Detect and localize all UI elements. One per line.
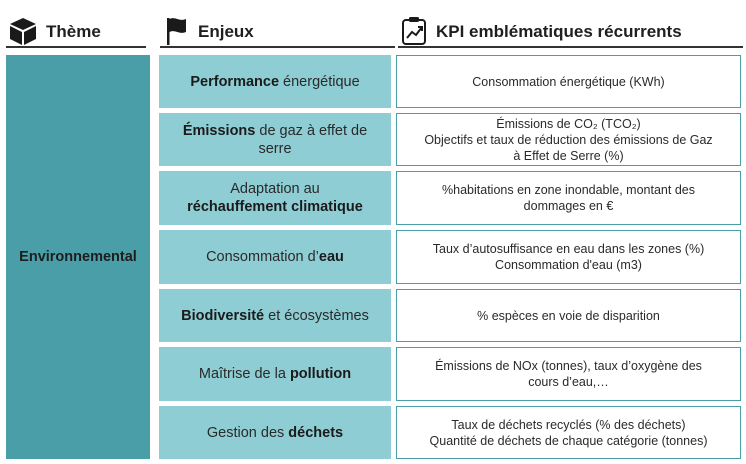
kpi-text: Taux de déchets recyclés (% des déchets) Quantité de déchets de chaque catégorie (tonnes) <box>429 417 708 448</box>
kpi-cell <box>396 171 741 225</box>
header-theme-label: Thème <box>46 22 101 41</box>
chart-clipboard-icon <box>400 16 430 46</box>
enjeu-text: Consommation d’eau <box>206 249 344 265</box>
enjeu-text: Performance énergétique <box>190 73 360 90</box>
enjeu-cell <box>159 171 391 225</box>
kpi-text: Consommation énergétique (KWh) <box>472 74 665 89</box>
header-kpi <box>398 14 743 54</box>
theme-cell <box>6 55 150 459</box>
kpi-cell <box>396 406 741 459</box>
enjeu-text: Maîtrise de la pollution <box>198 366 352 382</box>
header-rule <box>160 46 395 48</box>
enjeu-cell <box>159 113 391 166</box>
kpi-text: %habitations en zone inondable, montant des dommages en € <box>442 183 695 213</box>
flag-icon <box>164 16 194 46</box>
header-kpi-label: KPI emblématiques récurrents <box>436 22 682 41</box>
cube-icon <box>8 16 38 46</box>
enjeu-cell <box>159 289 391 342</box>
kpi-text: Émissions de CO₂ (TCO₂) Objectifs et taux de réduction des émissions de Gaz à Effet de Serre (%) <box>424 116 713 163</box>
enjeu-cell <box>159 347 391 401</box>
kpi-cell <box>396 289 741 342</box>
kpi-cell <box>396 113 741 166</box>
kpi-text: Émissions de NOx (tonnes), taux d’oxygène des cours d’eau,… <box>435 359 702 389</box>
theme-label: Environnemental <box>19 249 137 265</box>
enjeu-cell <box>159 55 391 108</box>
kpi-cell <box>396 55 741 108</box>
header-enjeux <box>160 14 395 54</box>
kpi-text: % espèces en voie de disparition <box>477 308 660 323</box>
header-theme <box>6 14 146 54</box>
kpi-text: Taux d’autosuffisance en eau dans les zones (%) Consommation d'eau (m3) <box>432 242 705 272</box>
enjeu-text: Émissions de gaz à effet de serre <box>182 122 368 157</box>
header-rule <box>398 46 743 48</box>
enjeu-cell <box>159 406 391 459</box>
kpi-cell <box>396 347 741 401</box>
kpi-cell <box>396 230 741 284</box>
enjeu-text: Gestion des déchets <box>206 424 344 441</box>
enjeu-cell <box>159 230 391 284</box>
header-rule <box>6 46 146 48</box>
enjeu-text: Biodiversité et écosystèmes <box>181 307 369 324</box>
enjeu-text: Adaptation au réchauffement climatique <box>187 181 363 215</box>
header-enjeux-label: Enjeux <box>198 22 254 41</box>
